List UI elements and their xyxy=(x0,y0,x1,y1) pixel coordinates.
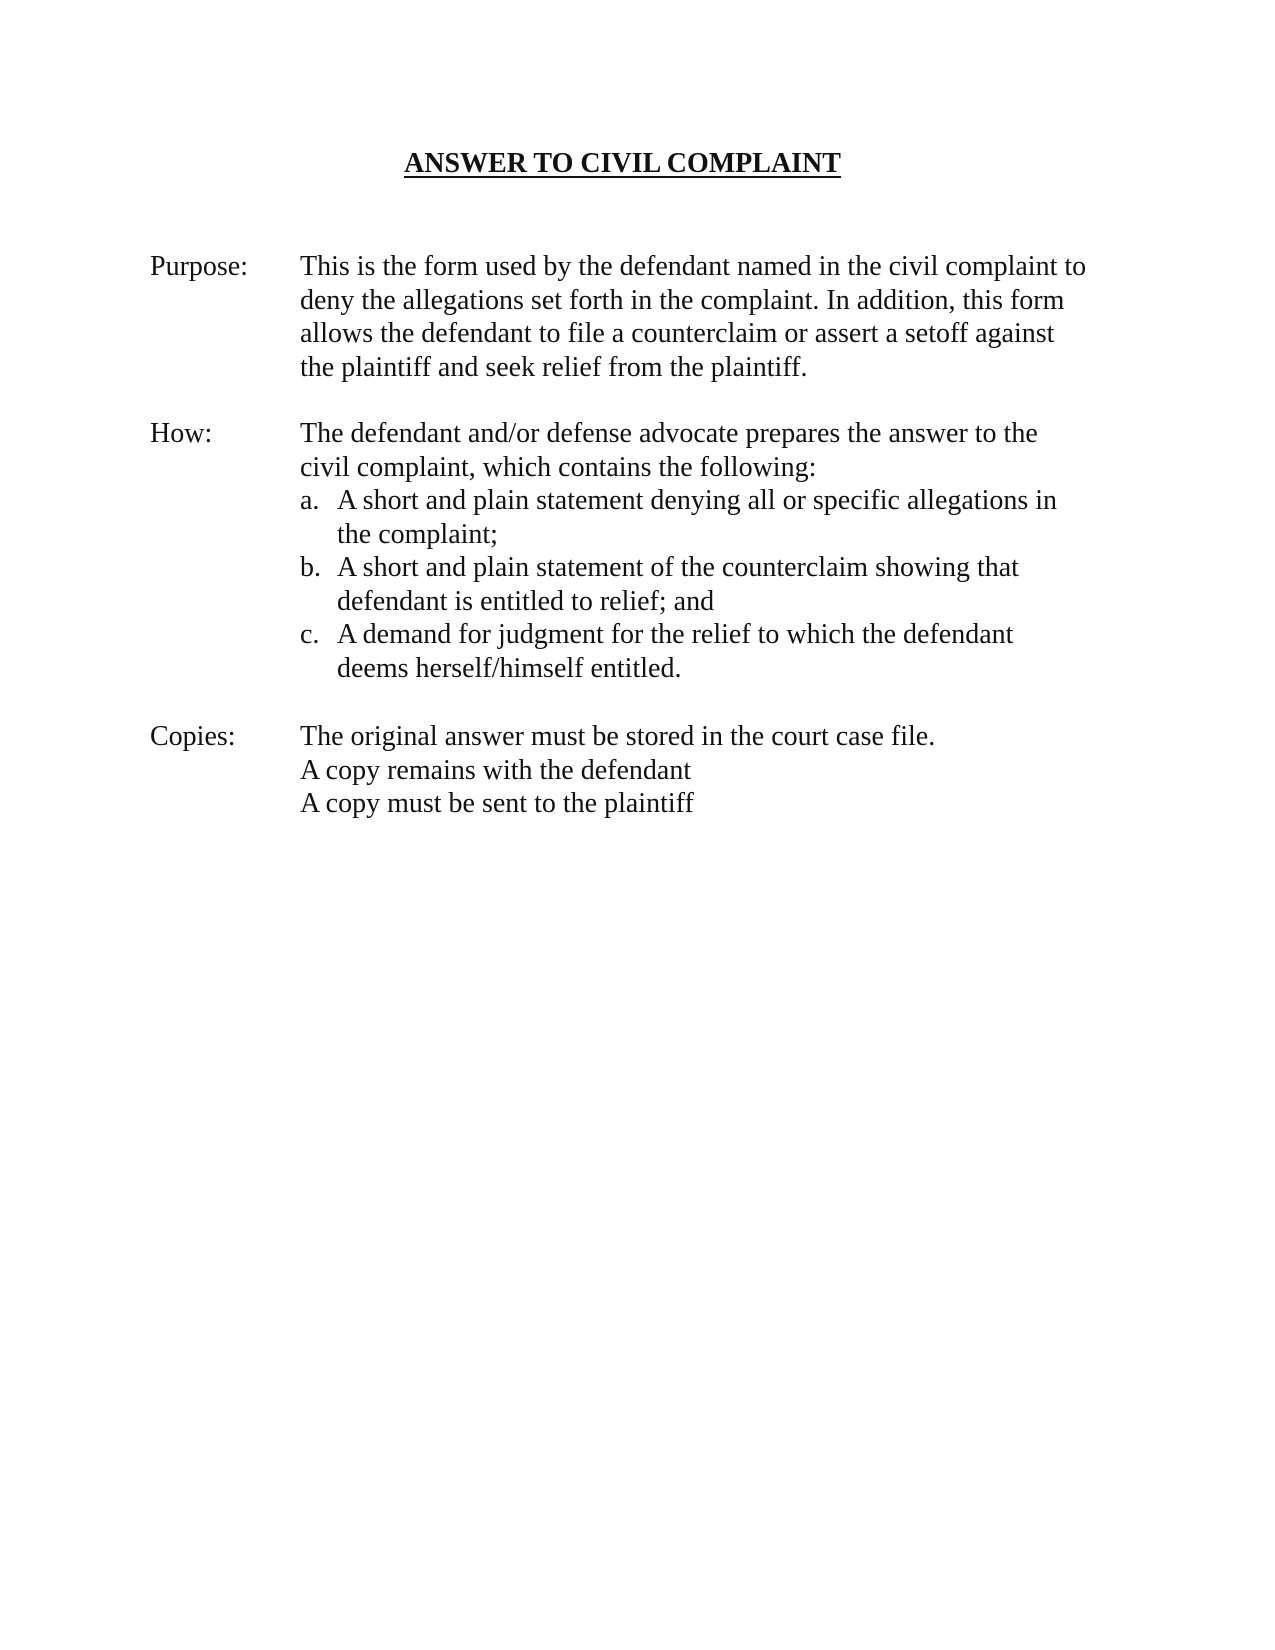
list-marker: c. xyxy=(300,619,320,650)
list-item-line: defendant is entitled to relief; and xyxy=(337,585,715,617)
purpose-line: the plaintiff and seek relief from the plaintiff. xyxy=(300,351,808,383)
purpose-line: This is the form used by the defendant named in the civil complaint to xyxy=(300,251,1087,282)
purpose-label: Purpose: xyxy=(150,251,248,282)
list-marker: b. xyxy=(300,552,321,583)
purpose-line: allows the defendant to file a counterclaim or assert a setoff against xyxy=(300,318,1055,349)
list-marker: a. xyxy=(300,485,320,516)
how-list-item-a xyxy=(300,484,1275,551)
how-intro-line: The defendant and/or defense advocate prepares the answer to the xyxy=(300,418,1038,449)
list-item-line: A short and plain statement of the counterclaim showing that xyxy=(337,552,1019,583)
list-item-line: A short and plain statement denying all or specific allegations in xyxy=(337,485,1058,516)
purpose-line: deny the allegations set forth in the complaint. In addition, this form xyxy=(300,284,1065,316)
how-body xyxy=(300,417,1275,685)
how-list-item-c xyxy=(300,618,1275,685)
purpose-body xyxy=(300,250,1275,384)
list-item-line: A demand for judgment for the relief to which the defendant xyxy=(337,619,1014,650)
copies-line: A copy remains with the defendant xyxy=(300,754,692,786)
document-title xyxy=(0,148,1275,180)
how-intro-line: civil complaint, which contains the following: xyxy=(300,451,817,483)
copies-line: The original answer must be stored in the court case file. xyxy=(300,721,936,752)
how-label: How: xyxy=(150,418,213,449)
how-list-item-b xyxy=(300,551,1275,618)
copies-label: Copies: xyxy=(150,721,236,752)
document-title-text: ANSWER TO CIVIL COMPLAINT xyxy=(404,148,841,179)
copies-line: A copy must be sent to the plaintiff xyxy=(300,788,694,819)
list-item-line: the complaint; xyxy=(337,518,498,550)
list-item-line: deems herself/himself entitled. xyxy=(337,652,682,684)
copies-body xyxy=(300,720,1275,821)
